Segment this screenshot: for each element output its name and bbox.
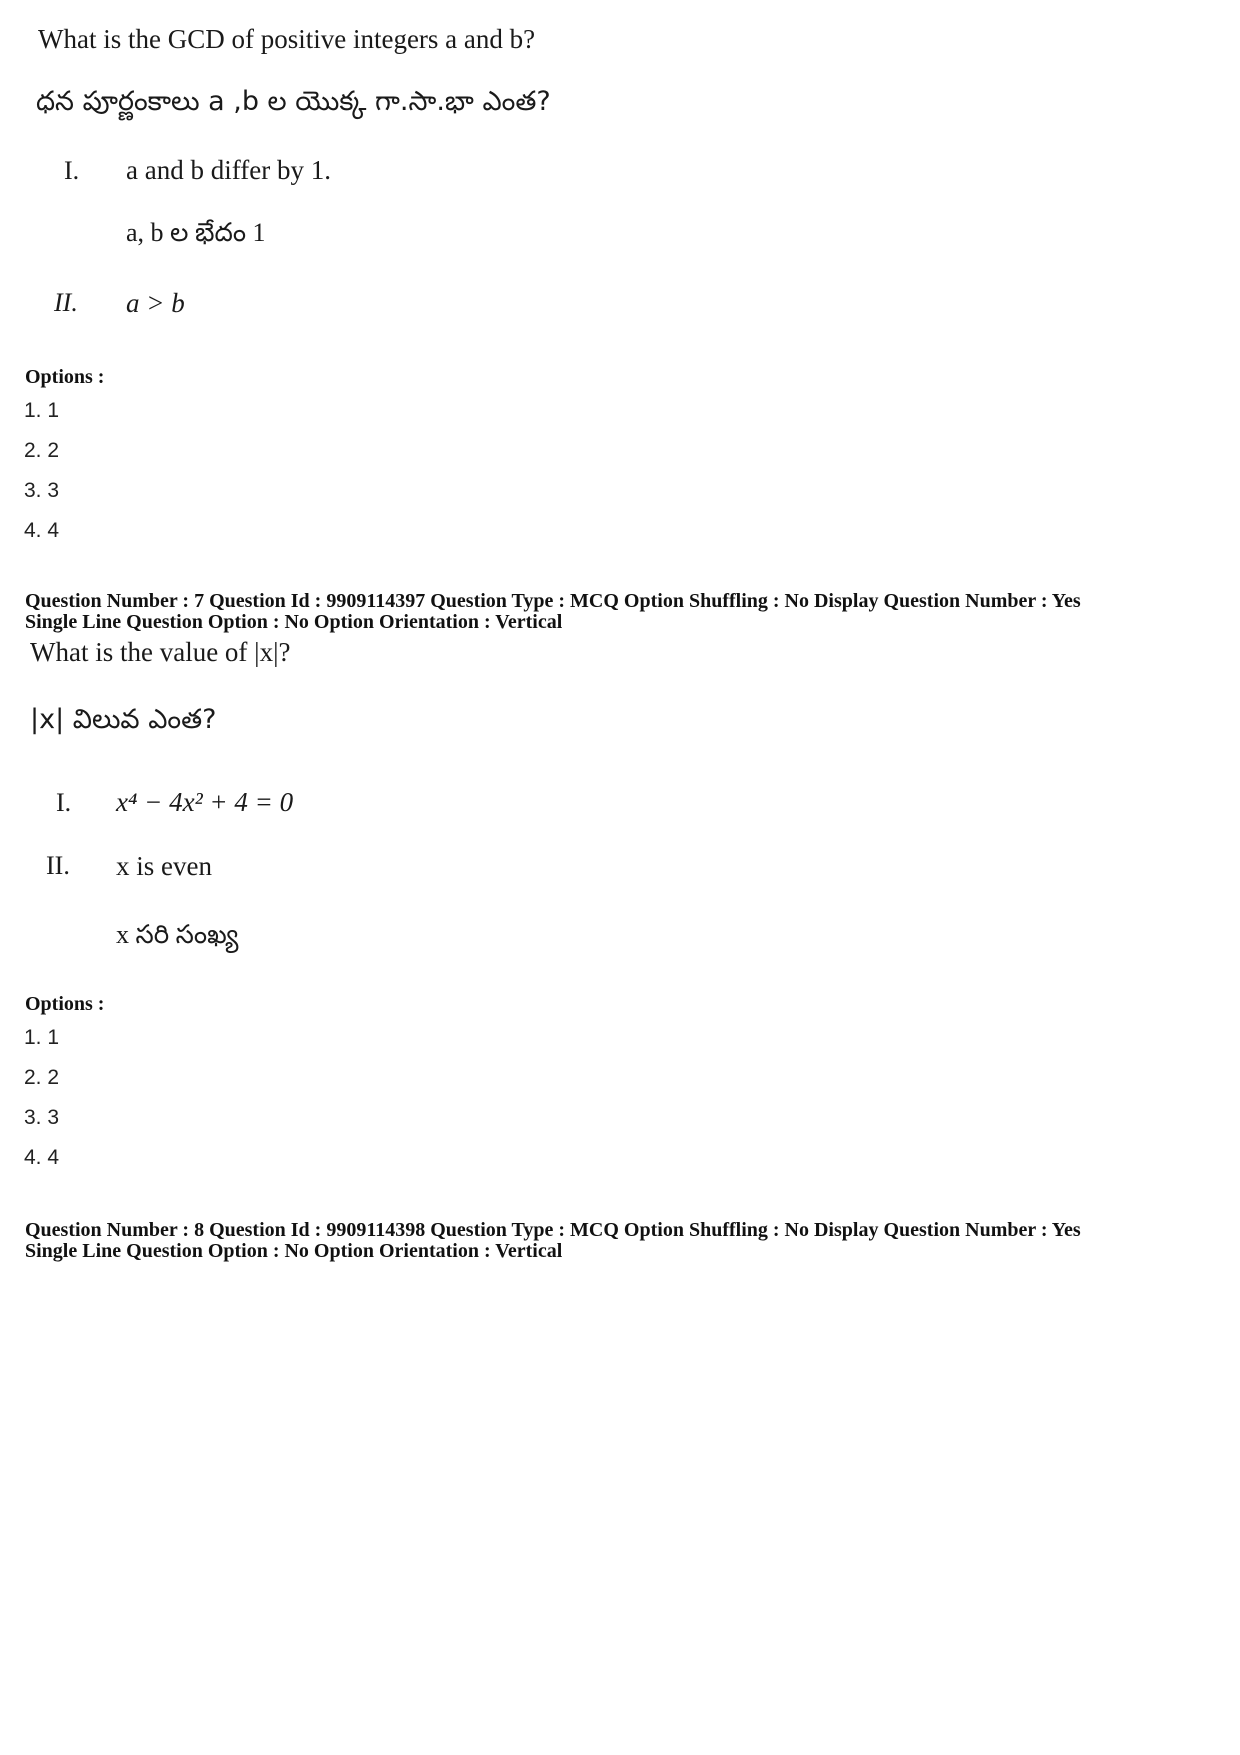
q7-option-3: 3. 3 — [24, 1106, 60, 1129]
q6-option-4: 4. 4 — [24, 519, 60, 542]
q6-statement-2-number: II. — [54, 288, 78, 317]
q6-option-3: 3. 3 — [24, 479, 60, 502]
q6-statement-1-text-te: a, b ల భేదం 1 — [126, 218, 266, 247]
q7-option-1: 1. 1 — [24, 1026, 60, 1049]
q6-statement-1-text: a and b differ by 1. — [126, 155, 331, 185]
q7-meta-line-2: Single Line Question Option : No Option Orientation : Vertical — [25, 611, 563, 633]
q6-statement-2-text: a > b — [126, 288, 185, 318]
q6-options-label: Options : — [25, 366, 105, 388]
q7-option-4: 4. 4 — [24, 1146, 60, 1169]
q8-meta-line-2: Single Line Question Option : No Option Orientation : Vertical — [25, 1240, 563, 1262]
q6-option-1: 1. 1 — [24, 399, 60, 422]
q7-statement-2-number: II. — [46, 851, 70, 880]
q6-statement-1-number: I. — [64, 156, 80, 185]
q7-meta-line-1: Question Number : 7 Question Id : 9909114397 Question Type : MCQ Option Shuffling : No Display Question Number : Yes — [25, 590, 1081, 612]
q7-statement-1-number: I. — [56, 788, 72, 817]
q7-statement-1-text: x⁴ − 4x² + 4 = 0 — [116, 787, 294, 817]
q8-meta-line-1: Question Number : 8 Question Id : 9909114398 Question Type : MCQ Option Shuffling : No Display Question Number : Yes — [25, 1219, 1081, 1241]
q7-option-2: 2. 2 — [24, 1066, 60, 1089]
q6-option-2: 2. 2 — [24, 439, 60, 462]
q7-statement-2-text: x is even — [116, 851, 212, 881]
q7-question-te: |x| విలువ ఎంత? — [30, 704, 217, 735]
q6-question-te: ధన పూర్ణంకాలు a ,b ల యొక్క గా.సా.భా ఎంత? — [36, 86, 551, 117]
q7-options-label: Options : — [25, 993, 105, 1015]
q7-statement-2-text-te: x సరి సంఖ్య — [116, 920, 239, 949]
q7-question-en: What is the value of |x|? — [30, 637, 291, 667]
q6-question-en: What is the GCD of positive integers a and b? — [38, 24, 536, 54]
